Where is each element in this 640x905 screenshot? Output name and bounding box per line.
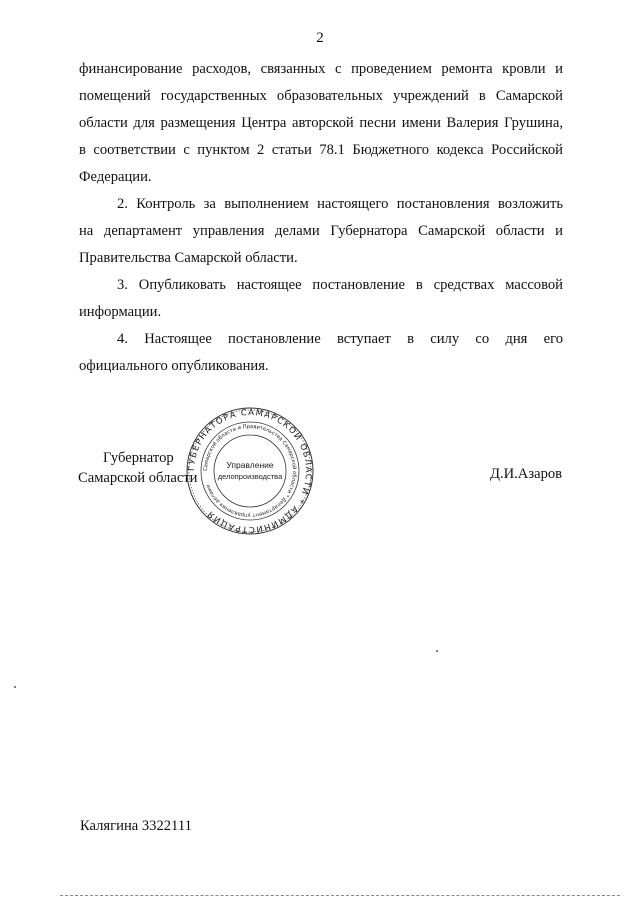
page-number: 2 (316, 30, 324, 46)
paragraph-2 (79, 191, 563, 272)
scan-edge-rule (60, 895, 620, 896)
paragraph-1 (79, 56, 563, 191)
text-line: в соответствии с пунктом 2 статьи 78.1 Бюджетного кодекса Российской (79, 142, 563, 158)
executor-note: Калягина 3322111 (80, 818, 192, 834)
text-line: 2. Контроль за выполнением настоящего постановления возложить (117, 196, 563, 212)
paragraph-3 (79, 272, 563, 326)
text-line: помещений государственных образовательных учреждений в Самарской (79, 88, 563, 104)
text-line: 3. Опубликовать настоящее постановление в средствах массовой (117, 277, 563, 293)
text-line: 4. Настоящее постановление вступает в силу со дня его (117, 331, 563, 347)
signatory-name: Д.И.Азаров (490, 466, 563, 482)
scan-speck (14, 686, 16, 688)
signatory-title (78, 448, 198, 488)
text-line: области для размещения Центра авторской песни имени Валерия Грушина, (79, 115, 563, 131)
signatory-title-line2: Самарской области (78, 470, 198, 486)
text-line: финансирование расходов, связанных с проведением ремонта кровли и (79, 61, 563, 77)
text-line: на департамент управления делами Губернатора Самарской области и (79, 223, 563, 239)
seal-center-line2: делопроизводства (217, 472, 283, 481)
seal-inner-text: Самарской области и Правительства Самарской области * Департамент управления делами (202, 423, 298, 519)
official-seal (185, 406, 315, 536)
seal-outer-text: ГУБЕРНАТОРА САМАРСКОЙ ОБЛАСТИ * АДМИНИСТРАЦИЯ (186, 407, 314, 535)
signatory-title-line1: Губернатор (103, 450, 174, 466)
paragraph-4 (79, 326, 563, 380)
text-line: информации. (79, 304, 162, 320)
text-line: Правительства Самарской области. (79, 250, 298, 266)
scan-speck (436, 650, 438, 652)
seal-center-line1: Управление (226, 460, 274, 470)
document-body (79, 56, 563, 380)
text-line: Федерации. (79, 169, 152, 185)
text-line: официального опубликования. (79, 358, 269, 374)
